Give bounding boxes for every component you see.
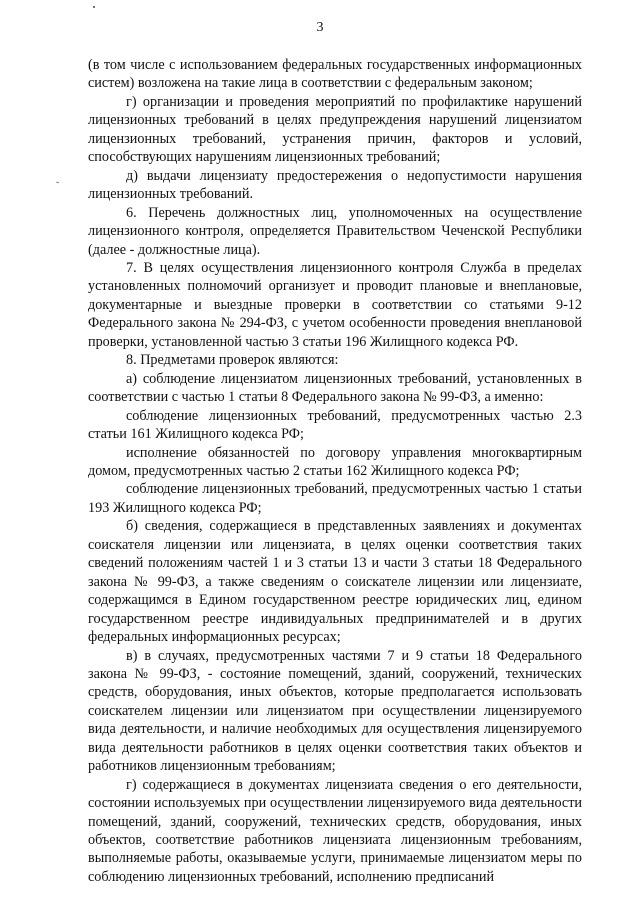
paragraph-item-v: в) в случаях, предусмотренных частями 7 и 9 статьи 18 Федерального закона № 99-ФЗ, - состояние помещений, зданий, сооружений, технических средств, оборудования, иных объектов, которые предполагается использовать соискателем лицензии или лицензиатом при осуществлении лицензируемого вида деятельности, и наличие необходимых для осуществления лицензируемого вида деятельности работников в целях оценки соответствия таких объектов и работников лицензионным требованиям; [88, 647, 582, 775]
paragraph-item-d-warning: д) выдачи лицензиату предостережения о недопустимости нарушения лицензионных требований. [88, 167, 582, 203]
paragraph-subitem-161: соблюдение лицензионных требований, предусмотренных частью 2.3 статьи 161 Жилищного кодекса РФ; [88, 407, 582, 443]
scan-mark: ˘ [56, 181, 60, 192]
paragraph-section-6: 6. Перечень должностных лиц, уполномоченных на осуществление лицензионного контроля, определяется Правительством Чеченской Республики (далее - должностные лица). [88, 204, 582, 258]
paragraph-item-b: б) сведения, содержащиеся в представленных заявлениях и документах соискателя лицензии или лицензиата, в целях оценки соответствия таких сведений положениям частей 1 и 3 статьи 13 и части 3 статьи 18 Федерального закона № 99-ФЗ, а также сведениям о соискателе лицензии или лицензиате, содержащимся в Едином государственном реестре юридических лиц, едином государственном реестре индивидуальных предпринимателей и в других федеральных информационных ресурсах; [88, 518, 582, 646]
paragraph-continuation: (в том числе с использованием федеральных государственных информационных систем) возложена на такие лица в соответствии с федеральным законом; [88, 57, 582, 92]
paragraph-subitem-162: исполнение обязанностей по договору управления многоквартирным домом, предусмотренных частью 2 статьи 162 Жилищного кодекса РФ; [88, 444, 582, 479]
paragraph-subitem-193: соблюдение лицензионных требований, предусмотренных частью 1 статьи 193 Жилищного кодекса РФ; [88, 481, 582, 516]
paragraph-section-7: 7. В целях осуществления лицензионного контроля Служба в пределах установленных полномочий организует и проводит плановые и внеплановые, документарные и выездные проверки в соответствии со статьями 9-12 Федерального закона № 294-ФЗ, с учетом особенности проведения внеплановой проверки, установленной частью 3 статьи 196 Жилищного кодекса РФ. [88, 259, 582, 350]
paragraph-item-a: а) соблюдение лицензиатом лицензионных требований, установленных в соответствии с частью 1 статьи 8 Федерального закона № 99-ФЗ, а именно: [88, 370, 582, 406]
paragraph-section-8: 8. Предметами проверок являются: [126, 352, 339, 369]
page-number: 3 [316, 20, 324, 35]
scan-speck [93, 6, 95, 8]
document-body [88, 56, 582, 886]
paragraph-item-g-prevention: г) организации и проведения мероприятий по профилактике нарушений лицензионных требований в целях предупреждения нарушений лицензиатом лицензионных требований, устранения причин, факторов и условий, способствующих нарушениям лицензионных требований; [88, 93, 582, 166]
paragraph-item-g-documents: г) содержащиеся в документах лицензиата сведения о его деятельности, состоянии используемых при осуществлении лицензируемого вида деятельности помещений, зданий, сооружений, технических средств, оборудования, иных объектов, соответствие работников лицензиата лицензионным требованиям, выполняемые работы, оказываемые услуги, принимаемые лицензиатом меры по соблюдению лицензионных требований, исполнению предписаний [88, 776, 582, 885]
